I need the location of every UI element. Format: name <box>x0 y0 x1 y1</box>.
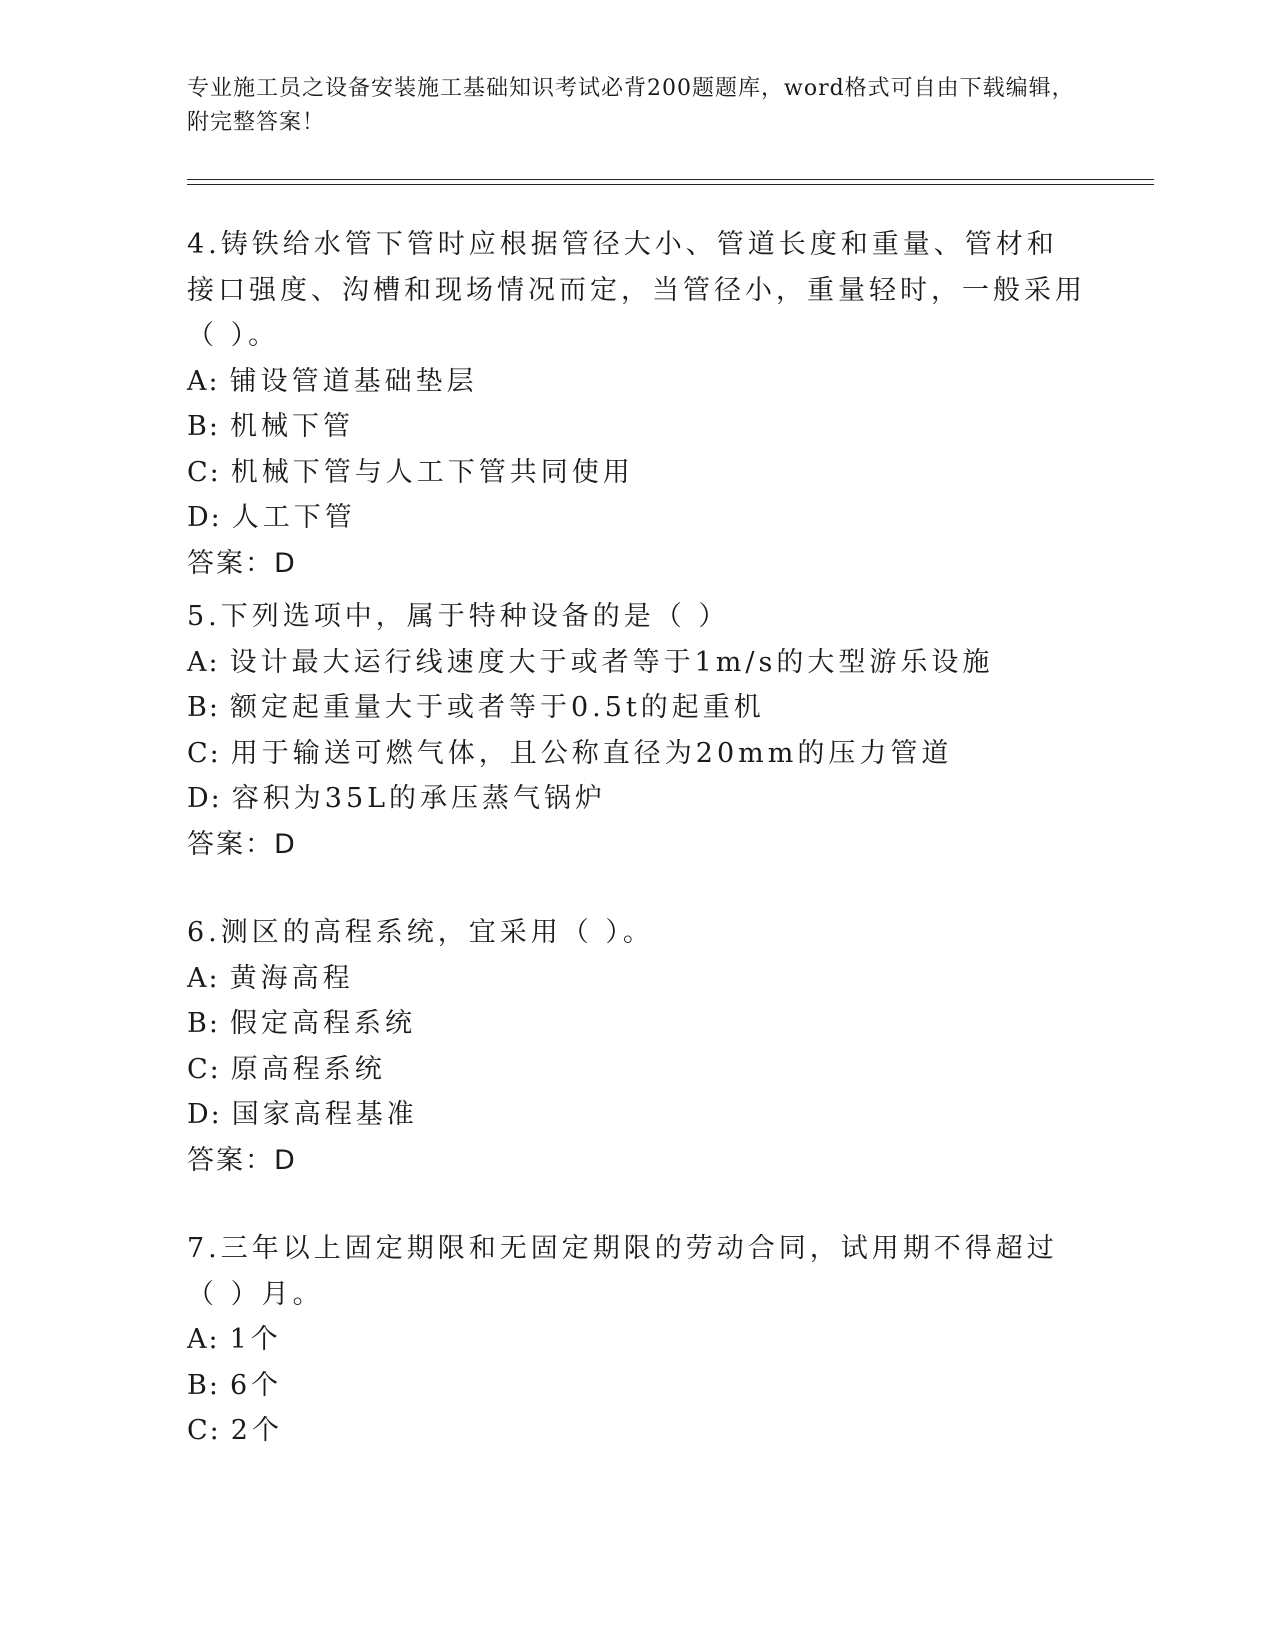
option-d: D: 国家高程基准 <box>187 1099 418 1130</box>
header-divider-top <box>187 179 1154 180</box>
option-a: A: 黄海高程 <box>187 962 354 994</box>
option-c: C: 用于输送可燃气体，且公称直径为20mm的压力管道 <box>187 737 953 769</box>
question-6 <box>187 910 1087 1183</box>
option-b: B: 额定起重量大于或者等于0.5t的起重机 <box>187 692 765 723</box>
document-header <box>187 72 1087 140</box>
answer: 答案：D <box>187 1144 297 1176</box>
option-c: C: 2个 <box>187 1415 283 1446</box>
question-stem: 4.铸铁给水管下管时应根据管径大小、管道长度和重量、管材和接口强度、沟槽和现场情况而定，当管径小，重量轻时，一般采用（ ）。 <box>187 229 1086 351</box>
answer: 答案：D <box>187 547 297 579</box>
option-a: A: 铺设管道基础垫层 <box>187 365 478 397</box>
option-b: B: 6个 <box>187 1369 283 1401</box>
question-7 <box>187 1226 1087 1454</box>
question-stem: 6.测区的高程系统，宜采用（ ）。 <box>187 917 654 948</box>
answer: 答案：D <box>187 828 297 860</box>
question-5 <box>187 594 1087 867</box>
option-d: D: 人工下管 <box>187 502 356 533</box>
option-b: B: 假定高程系统 <box>187 1008 416 1039</box>
option-c: C: 机械下管与人工下管共同使用 <box>187 456 634 488</box>
option-c: C: 原高程系统 <box>187 1053 386 1085</box>
option-d: D: 容积为35L的承压蒸气锅炉 <box>187 783 607 814</box>
question-stem: 7.三年以上固定期限和无固定期限的劳动合同，试用期不得超过（ ）月。 <box>187 1233 1058 1310</box>
header-divider-bottom <box>187 184 1154 185</box>
question-4 <box>187 222 1087 586</box>
option-b: B: 机械下管 <box>187 411 354 442</box>
option-a: A: 1个 <box>187 1324 282 1355</box>
option-a: A: 设计最大运行线速度大于或者等于1m/s的大型游乐设施 <box>187 646 994 678</box>
question-stem: 5.下列选项中，属于特种设备的是（ ） <box>187 601 730 632</box>
header-text: 专业施工员之设备安装施工基础知识考试必背200题题库，word格式可自由下载编辑，附完整答案！ <box>187 76 1075 135</box>
